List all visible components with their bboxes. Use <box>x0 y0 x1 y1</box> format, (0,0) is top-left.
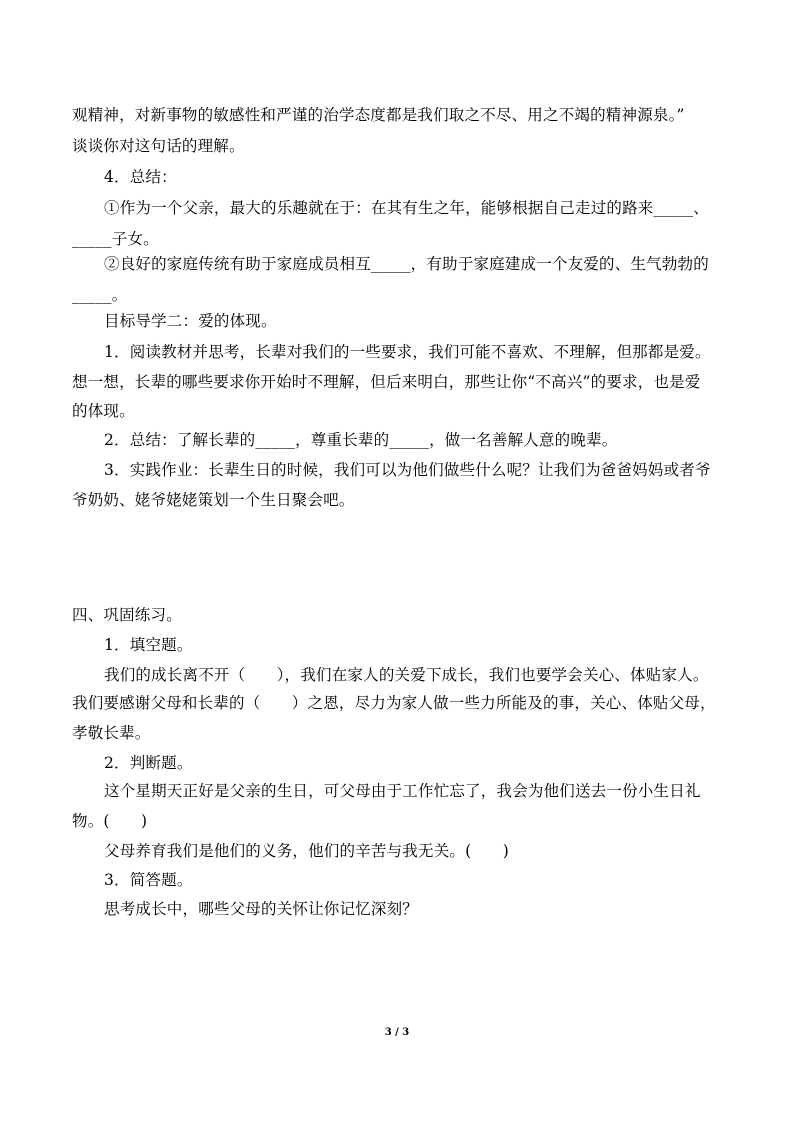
text-line: 爷奶奶、姥爷姥姥策划一个生日聚会吧。 <box>72 491 355 509</box>
text-line: 观精神，对新事物的敏感性和严谨的治学态度都是我们取之不尽、用之不竭的精神源泉。” <box>72 106 685 124</box>
text-line: ②良好的家庭传统有助于家庭成员相互_____，有助于家庭建成一个友爱的、生气勃勃的 <box>104 255 709 273</box>
section-heading: 目标导学二：爱的体现。 <box>104 312 277 330</box>
text-line: 我们的成长离不开（ ），我们在家人的关爱下成长，我们也要学会关心、体贴家人。 <box>104 666 709 684</box>
section-heading: 四、巩固练习。 <box>72 606 182 624</box>
text-line: 思考成长中，哪些父母的关怀让你记忆深刻？ <box>104 900 419 918</box>
text-line: 物。( ) <box>72 812 148 830</box>
page-number: 3 / 3 <box>384 1027 410 1038</box>
text-line: 这个星期天正好是父亲的生日，可父母由于工作忙忘了，我会为他们送去一份小生日礼 <box>104 782 701 800</box>
text-line: 谈谈你对这句话的理解。 <box>72 137 245 155</box>
question-heading: 3．简答题。 <box>104 871 193 889</box>
text-line: ①作为一个父亲，最大的乐趣就在于：在其有生之年，能够根据自己走过的路来_____、 <box>104 199 709 217</box>
text-line: 2．总结：了解长辈的_____，尊重长辈的_____，做一名善解人意的晚辈。 <box>104 431 618 449</box>
text-line: 4．总结： <box>104 168 177 186</box>
text-line: 父母养育我们是他们的义务，他们的辛苦与我无关。( ) <box>104 842 509 860</box>
text-line: _____子女。 <box>72 230 159 248</box>
question-heading: 1．填空题。 <box>104 636 193 654</box>
text-line: 3．实践作业：长辈生日的时候，我们可以为他们做些什么呢？让我们为爸爸妈妈或者爷 <box>104 461 711 479</box>
text-line: 1．阅读教材并思考，长辈对我们的一些要求，我们可能不喜欢、不理解，但那都是爱。 <box>104 343 711 361</box>
question-heading: 2．判断题。 <box>104 754 193 772</box>
text-line: 我们要感谢父母和长辈的（ ）之恩，尽力为家人做一些力所能及的事，关心、体贴父母， <box>72 694 716 712</box>
text-line: 的体现。 <box>72 402 135 420</box>
text-line: 孝敬长辈。 <box>72 724 151 742</box>
text-line: 想一想，长辈的哪些要求你开始时不理解，但后来明白，那些让你“不高兴”的要求，也是爱 <box>72 373 701 391</box>
text-line: _____。 <box>72 286 128 304</box>
